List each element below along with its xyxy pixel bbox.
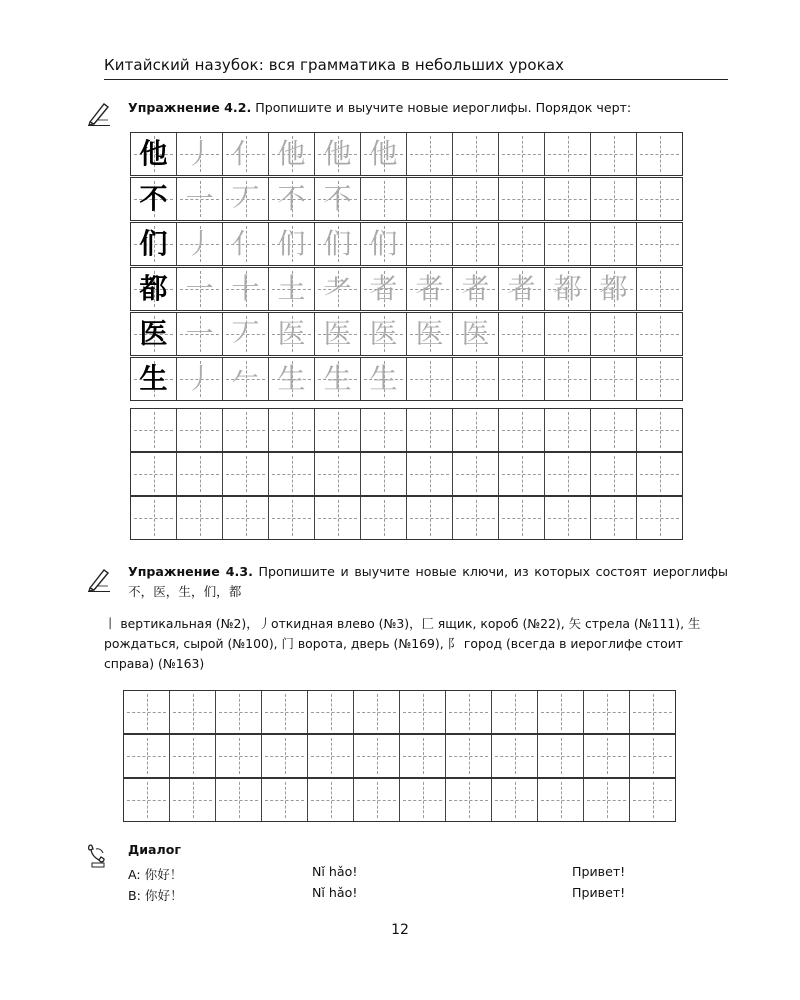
writing-cell[interactable] xyxy=(453,497,499,539)
practice-row xyxy=(130,452,683,496)
pencil-icon xyxy=(86,566,112,592)
writing-cell[interactable] xyxy=(308,779,354,821)
writing-cell[interactable] xyxy=(361,223,407,265)
dialog-speaker-b: B: 你好！ xyxy=(128,888,183,903)
stroke-step: 亻 xyxy=(231,137,260,170)
model-character: 他 xyxy=(139,137,168,170)
writing-cell[interactable] xyxy=(407,133,453,175)
writing-cell[interactable] xyxy=(361,133,407,175)
stroke-step: 生 xyxy=(323,362,352,395)
writing-cell[interactable] xyxy=(630,735,675,777)
writing-cell[interactable] xyxy=(223,313,269,355)
writing-cell[interactable] xyxy=(131,358,177,400)
writing-cell[interactable] xyxy=(131,409,177,451)
stroke-step: 他 xyxy=(323,137,352,170)
writing-cell[interactable] xyxy=(499,313,545,355)
writing-cell[interactable] xyxy=(315,453,361,495)
writing-cell[interactable] xyxy=(131,497,177,539)
page-number: 12 xyxy=(391,922,409,938)
writing-cell[interactable] xyxy=(591,313,637,355)
writing-cell[interactable] xyxy=(584,735,630,777)
writing-cell[interactable] xyxy=(591,223,637,265)
writing-cell[interactable] xyxy=(361,313,407,355)
writing-cell[interactable] xyxy=(591,409,637,451)
writing-cell[interactable] xyxy=(453,268,499,310)
writing-cell[interactable] xyxy=(269,133,315,175)
stroke-step: 丿 xyxy=(185,137,214,170)
exercise-4-3-text: Пропишите и выучите новые ключи, из которых состоят иероглифы 不，医，生，们，都 xyxy=(128,564,728,599)
stroke-step: 耂 xyxy=(323,272,352,305)
writing-cell[interactable] xyxy=(407,223,453,265)
writing-cell[interactable] xyxy=(269,313,315,355)
writing-cell[interactable] xyxy=(177,358,223,400)
stroke-step: 者 xyxy=(369,272,398,305)
writing-cell[interactable] xyxy=(315,313,361,355)
writing-cell[interactable] xyxy=(223,223,269,265)
writing-cell[interactable] xyxy=(545,133,591,175)
stroke-step: 者 xyxy=(507,272,536,305)
practice-row xyxy=(130,496,683,540)
stroke-step: 者 xyxy=(461,272,490,305)
writing-cell[interactable] xyxy=(637,178,682,220)
practice-row xyxy=(123,734,676,778)
writing-cell[interactable] xyxy=(545,358,591,400)
writing-cell[interactable] xyxy=(361,409,407,451)
writing-cell[interactable] xyxy=(630,691,675,733)
stroke-step: 生 xyxy=(369,362,398,395)
telephone-icon xyxy=(86,842,110,868)
dialog-speaker-a: A: 你好！ xyxy=(128,867,183,882)
writing-cell[interactable] xyxy=(124,691,170,733)
writing-cell[interactable] xyxy=(446,779,492,821)
stroke-step: 者 xyxy=(415,272,444,305)
writing-cell[interactable] xyxy=(354,735,400,777)
writing-cell[interactable] xyxy=(637,409,682,451)
writing-cell[interactable] xyxy=(315,358,361,400)
practice-row xyxy=(123,778,676,822)
writing-cell[interactable] xyxy=(216,779,262,821)
writing-cell[interactable] xyxy=(177,453,223,495)
stroke-step: 们 xyxy=(277,227,306,260)
stroke-step: 们 xyxy=(323,227,352,260)
stroke-step: 𠂉 xyxy=(231,362,260,395)
stroke-step: 丿 xyxy=(185,227,214,260)
writing-cell[interactable] xyxy=(223,453,269,495)
stroke-order-row xyxy=(130,312,683,356)
stroke-step: 丆 xyxy=(231,317,260,350)
writing-cell[interactable] xyxy=(315,223,361,265)
stroke-step: 一 xyxy=(185,182,214,215)
exercise-4-2-label: Упражнение 4.2. xyxy=(128,100,252,115)
writing-cell[interactable] xyxy=(131,313,177,355)
dialog-pinyin-b: Nǐ hǎo! xyxy=(312,885,358,900)
writing-cell[interactable] xyxy=(637,313,682,355)
writing-cell[interactable] xyxy=(637,268,682,310)
writing-cell[interactable] xyxy=(354,691,400,733)
model-character: 生 xyxy=(139,362,168,395)
dialog-title: Диалог xyxy=(128,842,181,857)
writing-cell[interactable] xyxy=(545,313,591,355)
practice-row xyxy=(130,408,683,452)
writing-cell[interactable] xyxy=(170,735,216,777)
writing-cell[interactable] xyxy=(591,358,637,400)
writing-cell[interactable] xyxy=(223,497,269,539)
writing-cell[interactable] xyxy=(269,497,315,539)
writing-cell[interactable] xyxy=(407,178,453,220)
writing-cell[interactable] xyxy=(453,223,499,265)
writing-cell[interactable] xyxy=(216,691,262,733)
stroke-step: 亻 xyxy=(231,227,260,260)
writing-cell[interactable] xyxy=(407,497,453,539)
stroke-step: 不 xyxy=(323,182,352,215)
stroke-order-row xyxy=(130,132,683,176)
dialog-translation-b: Привет! xyxy=(572,885,626,900)
writing-cell[interactable] xyxy=(591,178,637,220)
model-character: 不 xyxy=(139,182,168,215)
writing-cell[interactable] xyxy=(499,453,545,495)
writing-cell[interactable] xyxy=(315,409,361,451)
stroke-step: 一 xyxy=(185,272,214,305)
writing-cell[interactable] xyxy=(407,453,453,495)
writing-cell[interactable] xyxy=(407,313,453,355)
writing-cell[interactable] xyxy=(446,691,492,733)
writing-cell[interactable] xyxy=(499,223,545,265)
stroke-step: 医 xyxy=(369,317,398,350)
writing-cell[interactable] xyxy=(637,497,682,539)
model-character: 医 xyxy=(139,317,168,350)
page-header: Китайский назубок: вся грамматика в небольших уроках xyxy=(104,56,728,80)
writing-cell[interactable] xyxy=(630,779,675,821)
stroke-order-row xyxy=(130,357,683,401)
writing-cell[interactable] xyxy=(545,223,591,265)
writing-cell[interactable] xyxy=(177,223,223,265)
writing-cell[interactable] xyxy=(262,735,308,777)
writing-cell[interactable] xyxy=(545,268,591,310)
exercise-4-3-instruction xyxy=(128,562,728,602)
writing-cell[interactable] xyxy=(223,133,269,175)
stroke-step: 他 xyxy=(369,137,398,170)
stroke-step: 他 xyxy=(277,137,306,170)
stroke-step: 生 xyxy=(277,362,306,395)
writing-cell[interactable] xyxy=(499,178,545,220)
stroke-step: 不 xyxy=(277,182,306,215)
writing-cell[interactable] xyxy=(637,358,682,400)
stroke-step: 丿 xyxy=(185,362,214,395)
writing-cell[interactable] xyxy=(545,409,591,451)
stroke-step: 们 xyxy=(369,227,398,260)
writing-cell[interactable] xyxy=(315,178,361,220)
writing-cell[interactable] xyxy=(400,735,446,777)
writing-cell[interactable] xyxy=(492,779,538,821)
writing-cell[interactable] xyxy=(131,178,177,220)
writing-cell[interactable] xyxy=(453,409,499,451)
writing-cell[interactable] xyxy=(361,497,407,539)
writing-cell[interactable] xyxy=(637,223,682,265)
writing-cell[interactable] xyxy=(177,133,223,175)
writing-cell[interactable] xyxy=(177,268,223,310)
writing-cell[interactable] xyxy=(499,497,545,539)
writing-cell[interactable] xyxy=(131,453,177,495)
writing-cell[interactable] xyxy=(308,735,354,777)
writing-cell[interactable] xyxy=(170,779,216,821)
writing-cell[interactable] xyxy=(262,779,308,821)
writing-cell[interactable] xyxy=(354,779,400,821)
writing-cell[interactable] xyxy=(453,453,499,495)
writing-cell[interactable] xyxy=(407,409,453,451)
writing-cell[interactable] xyxy=(538,691,584,733)
stroke-step: 十 xyxy=(231,272,260,305)
writing-cell[interactable] xyxy=(400,691,446,733)
writing-cell[interactable] xyxy=(124,779,170,821)
stroke-step: 土 xyxy=(277,272,306,305)
writing-cell[interactable] xyxy=(177,178,223,220)
writing-cell[interactable] xyxy=(538,735,584,777)
writing-cell[interactable] xyxy=(499,133,545,175)
writing-cell[interactable] xyxy=(591,268,637,310)
writing-cell[interactable] xyxy=(453,178,499,220)
writing-cell[interactable] xyxy=(400,779,446,821)
writing-cell[interactable] xyxy=(499,409,545,451)
writing-cell[interactable] xyxy=(315,133,361,175)
writing-cell[interactable] xyxy=(308,691,354,733)
writing-cell[interactable] xyxy=(216,735,262,777)
writing-cell[interactable] xyxy=(131,223,177,265)
stroke-step: 都 xyxy=(599,272,628,305)
writing-cell[interactable] xyxy=(637,133,682,175)
writing-cell[interactable] xyxy=(177,497,223,539)
writing-cell[interactable] xyxy=(269,223,315,265)
stroke-step: 医 xyxy=(415,317,444,350)
writing-cell[interactable] xyxy=(492,691,538,733)
dialog-translation-a: Привет! xyxy=(572,864,626,879)
writing-cell[interactable] xyxy=(545,453,591,495)
writing-cell[interactable] xyxy=(453,133,499,175)
exercise-4-2-instruction xyxy=(128,98,728,118)
stroke-step: 一 xyxy=(185,317,214,350)
stroke-step: 丆 xyxy=(231,182,260,215)
model-character: 都 xyxy=(139,272,168,305)
writing-cell[interactable] xyxy=(499,358,545,400)
writing-cell[interactable] xyxy=(177,409,223,451)
model-character: 们 xyxy=(139,227,168,260)
writing-cell[interactable] xyxy=(584,779,630,821)
writing-cell[interactable] xyxy=(591,453,637,495)
stroke-step: 医 xyxy=(461,317,490,350)
writing-cell[interactable] xyxy=(361,453,407,495)
writing-cell[interactable] xyxy=(177,313,223,355)
writing-cell[interactable] xyxy=(223,358,269,400)
writing-cell[interactable] xyxy=(223,178,269,220)
pencil-icon xyxy=(86,100,112,126)
writing-cell[interactable] xyxy=(453,313,499,355)
practice-row xyxy=(123,690,676,734)
exercise-4-2-text: Пропишите и выучите новые иероглифы. Порядок черт: xyxy=(251,100,632,115)
writing-cell[interactable] xyxy=(315,497,361,539)
stroke-order-row xyxy=(130,222,683,266)
writing-cell[interactable] xyxy=(446,735,492,777)
writing-cell[interactable] xyxy=(591,497,637,539)
writing-cell[interactable] xyxy=(223,409,269,451)
writing-cell[interactable] xyxy=(361,358,407,400)
writing-cell[interactable] xyxy=(269,358,315,400)
writing-cell[interactable] xyxy=(361,178,407,220)
stroke-step: 医 xyxy=(277,317,306,350)
exercise-4-3-label: Упражнение 4.3. xyxy=(128,564,253,579)
writing-cell[interactable] xyxy=(269,178,315,220)
writing-cell[interactable] xyxy=(407,268,453,310)
writing-cell[interactable] xyxy=(124,735,170,777)
writing-cell[interactable] xyxy=(131,268,177,310)
writing-cell[interactable] xyxy=(499,268,545,310)
writing-cell[interactable] xyxy=(591,133,637,175)
writing-cell[interactable] xyxy=(262,691,308,733)
writing-cell[interactable] xyxy=(538,779,584,821)
writing-cell[interactable] xyxy=(131,133,177,175)
writing-cell[interactable] xyxy=(223,268,269,310)
writing-cell[interactable] xyxy=(584,691,630,733)
stroke-step: 都 xyxy=(553,272,582,305)
dialog-pinyin-a: Nǐ hǎo! xyxy=(312,864,358,879)
stroke-order-row xyxy=(130,177,683,221)
writing-cell[interactable] xyxy=(545,178,591,220)
writing-cell[interactable] xyxy=(170,691,216,733)
writing-cell[interactable] xyxy=(269,268,315,310)
stroke-order-row xyxy=(130,267,683,311)
writing-cell[interactable] xyxy=(492,735,538,777)
writing-cell[interactable] xyxy=(637,453,682,495)
radicals-list: 丨 вертикальная (№2)，丿откидная влево (№3)，匚 ящик, короб (№22), 矢 стрела (№111), 生 рождаться, сырой (№100), 门 ворота, дверь (№169), 阝 город (всегда в иероглифе стоит справа) (№163) xyxy=(104,616,701,671)
writing-cell[interactable] xyxy=(315,268,361,310)
writing-cell[interactable] xyxy=(269,409,315,451)
writing-cell[interactable] xyxy=(407,358,453,400)
writing-cell[interactable] xyxy=(545,497,591,539)
writing-cell[interactable] xyxy=(361,268,407,310)
writing-cell[interactable] xyxy=(453,358,499,400)
writing-cell[interactable] xyxy=(269,453,315,495)
stroke-step: 医 xyxy=(323,317,352,350)
